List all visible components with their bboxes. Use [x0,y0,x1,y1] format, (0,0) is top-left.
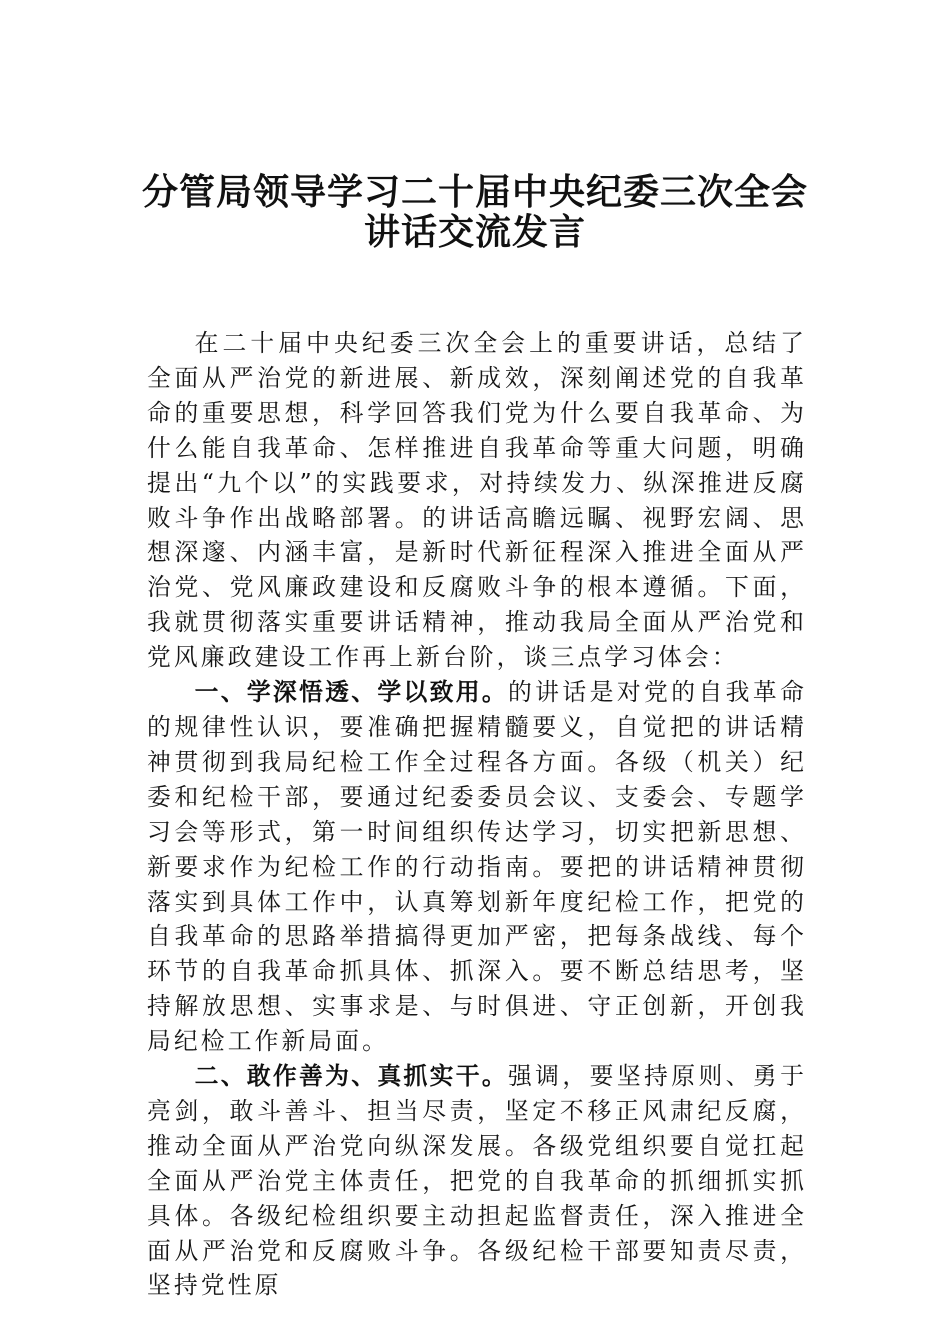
section-one-heading: 一、学深悟透、学以致用。 [194,678,508,707]
section-two-paragraph [147,1059,807,1303]
document-title-line-1: 分管局领导学习二十届中央纪委三次全会 [141,171,808,213]
paragraph-text: 的讲话是对党的自我革命的规律性认识，要准确把握精髓要义，自觉把的讲话精神贯彻到我局纪检工作全过程各方面。各级（机关）纪委和纪检干部，要通过纪委委员会议、支委会、专题学习会等形式，第一时间组织传达学习，切实把新思想、新要求作为纪检工作的行动指南。要把的讲话精神贯彻落实到具体工作中，认真筹划新年度纪检工作，把党的自我革命的思路举措搞得更加严密，把每条战线、每个环节的自我革命抓具体、抓深入。要不断总结思考，坚持解放思想、实事求是、与时俱进、守正创新，开创我局纪检工作新局面。 [147,678,808,1056]
document-title-line-2: 讲话交流发言 [363,211,586,253]
section-two-heading: 二、敢作善为、真抓实干。 [194,1062,508,1091]
paragraph-text: 在二十届中央纪委三次全会上的重要讲话，总结了全面从严治党的新进展、新成效，深刻阐述党的自我革命的重要思想，科学回答我们党为什么要自我革命、为什么能自我革命、怎样推进自我革命等重大问题，明确提出“九个以”的实践要求，对持续发力、纵深推进反腐败斗争作出战略部署。的讲话高瞻远瞩、视野宏阔、思想深邃、内涵丰富，是新时代新征程深入推进全面从严治党、党风廉政建设和反腐败斗争的根本遵循。下面，我就贯彻落实重要讲话精神，推动我局全面从严治党和党风廉政建设工作再上新台阶，谈三点学习体会： [147,329,807,672]
paragraph-text: 强调，要坚持原则、勇于亮剑，敢斗善斗、担当尽责，坚定不移正风肃纪反腐，推动全面从严治党向纵深发展。各级党组织要自觉扛起全面从严治党主体责任，把党的自我革命的抓细抓实抓具体。各级纪检组织要主动担起监督责任，深入推进全面从严治党和反腐败斗争。各级纪检干部要知责尽责，坚持党性原 [147,1062,808,1300]
section-one-paragraph [147,675,807,1059]
document-body [147,326,807,1303]
intro-paragraph [147,326,807,675]
